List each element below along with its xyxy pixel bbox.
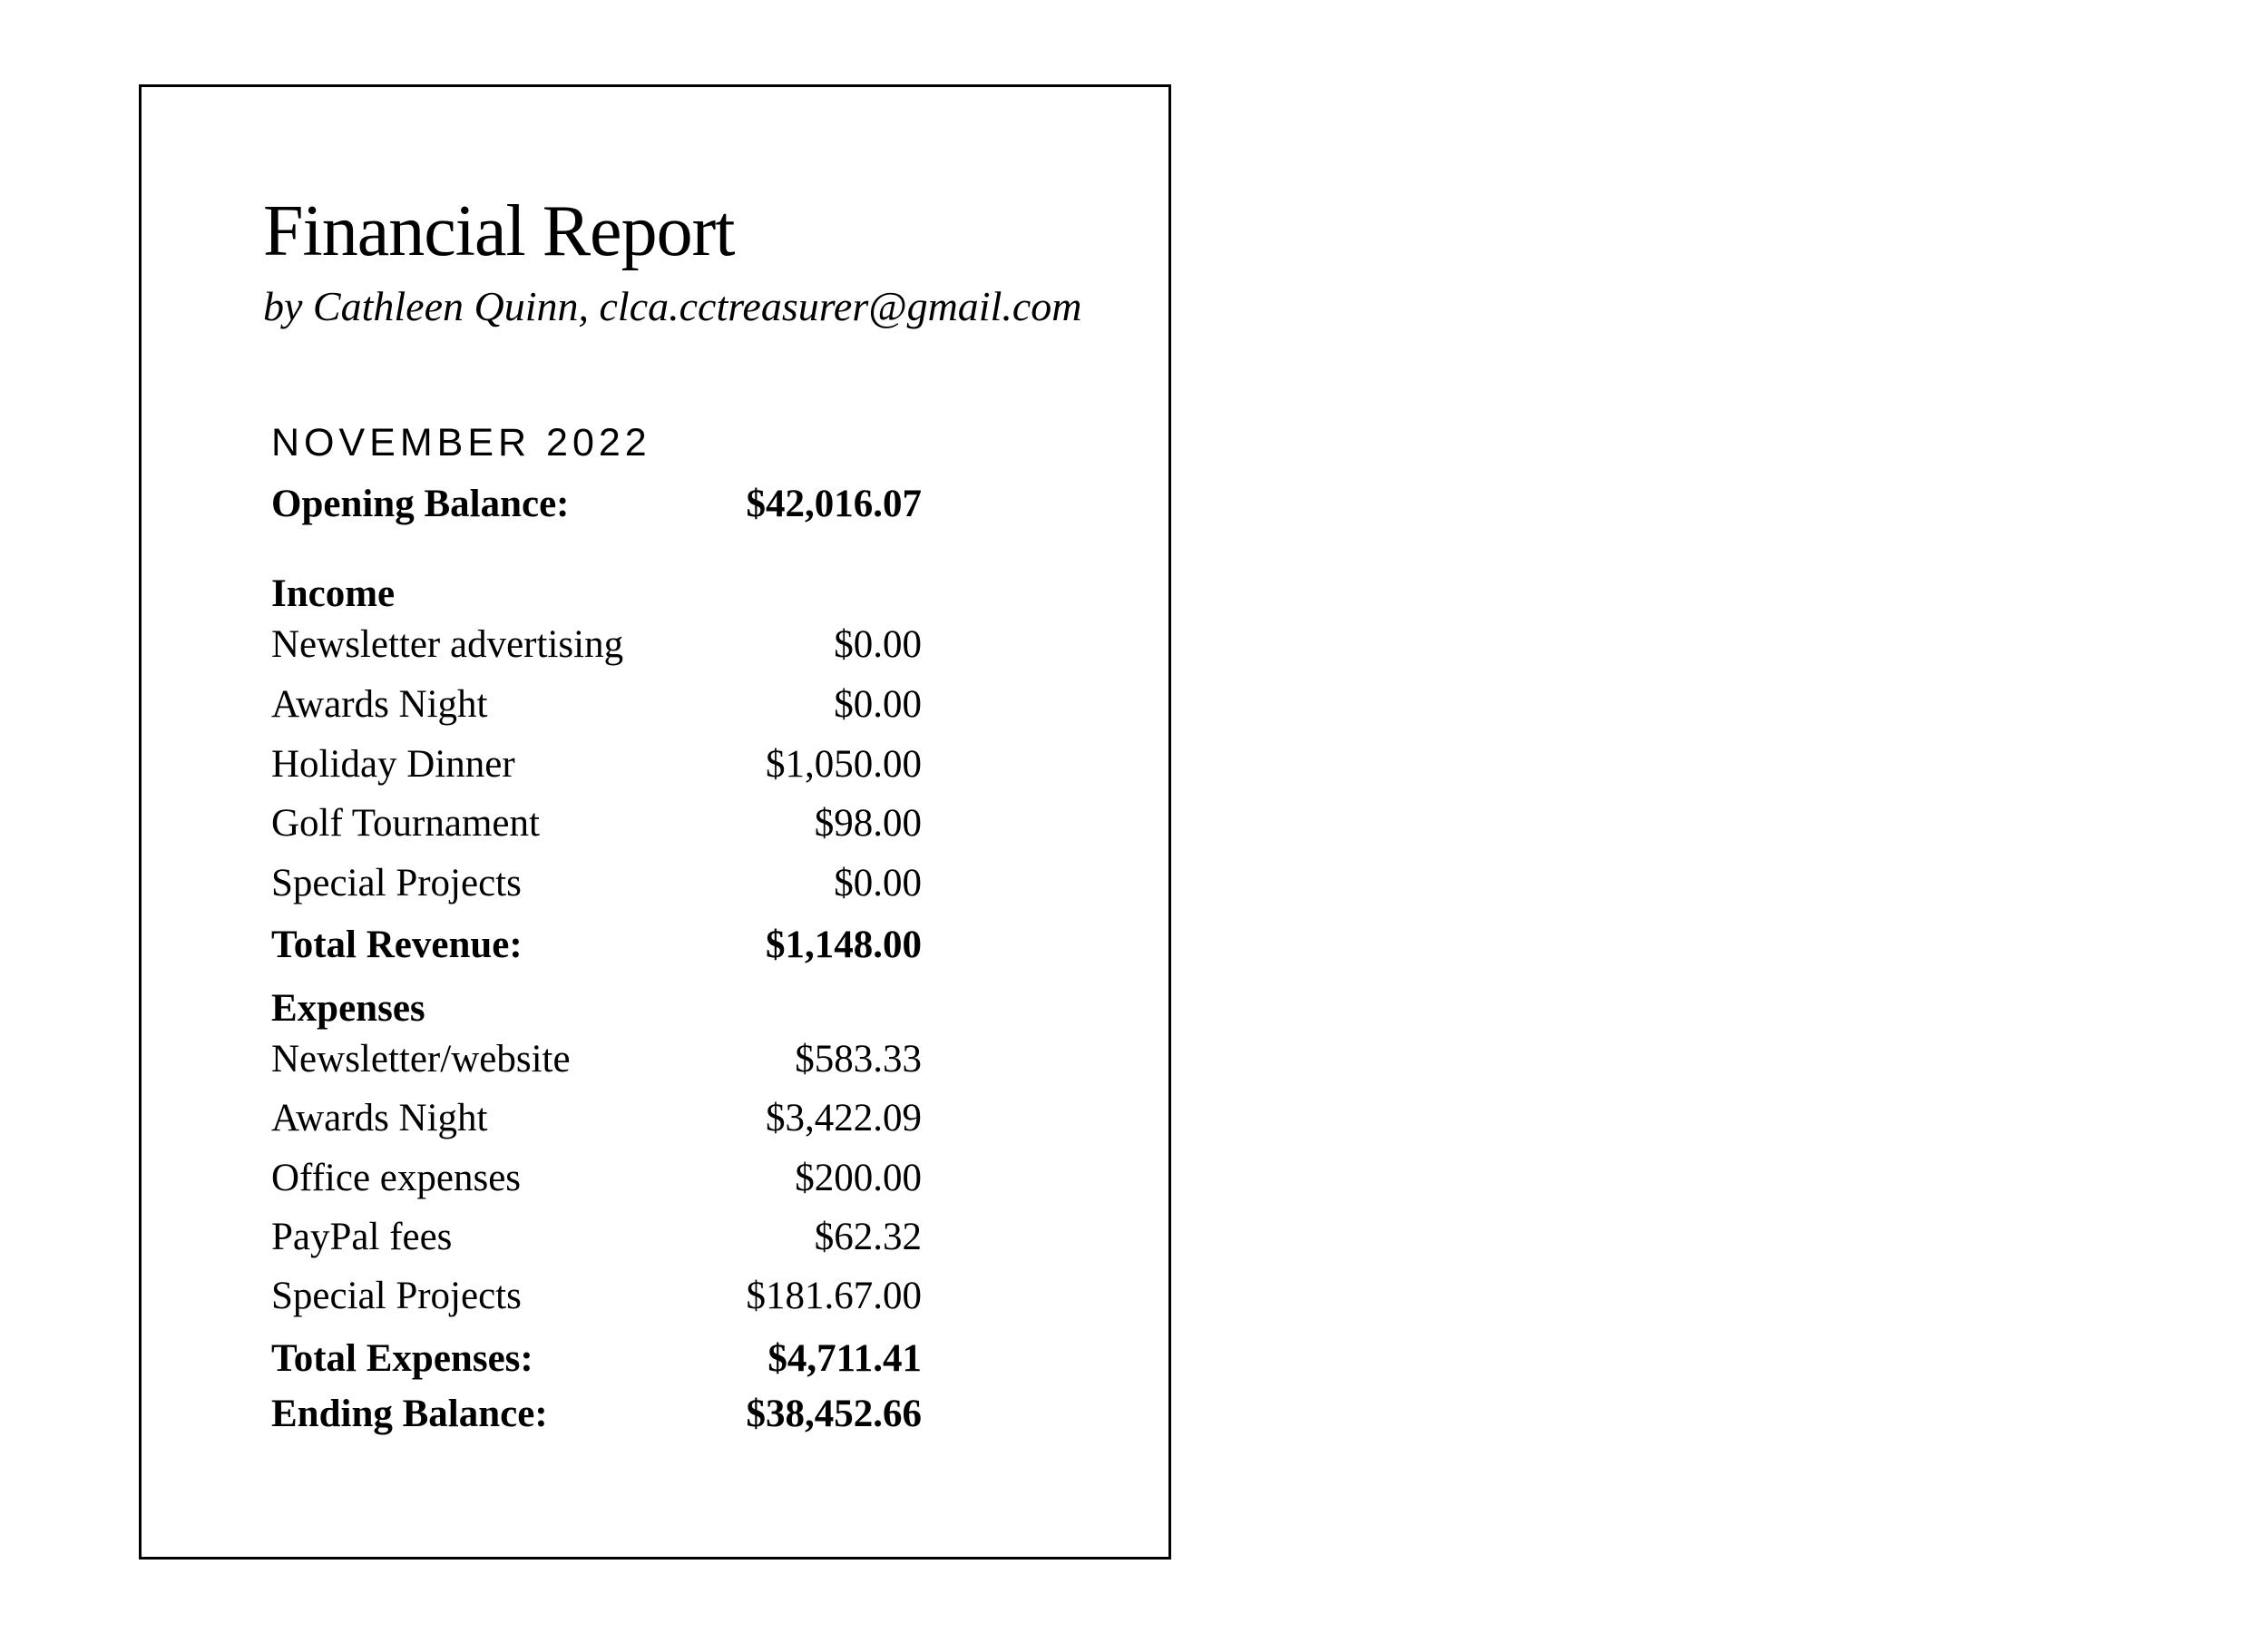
expense-row xyxy=(271,1210,922,1265)
expense-item-amount: $3,422.09 xyxy=(766,1097,922,1139)
total-revenue-row xyxy=(271,918,922,973)
income-row xyxy=(271,618,922,672)
income-item-amount: $1,050.00 xyxy=(766,743,922,786)
ending-balance-amount: $38,452.66 xyxy=(746,1393,922,1435)
expense-row xyxy=(271,1269,922,1324)
income-item-label: Special Projects xyxy=(271,862,522,905)
expense-row xyxy=(271,1091,922,1146)
income-row xyxy=(271,856,922,911)
ending-balance-label: Ending Balance: xyxy=(271,1393,548,1435)
income-item-label: Holiday Dinner xyxy=(271,743,515,786)
opening-balance-amount: $42,016.07 xyxy=(746,483,922,525)
expense-item-label: PayPal fees xyxy=(271,1216,453,1258)
expense-item-amount: $62.32 xyxy=(814,1216,922,1258)
expense-item-label: Newsletter/website xyxy=(271,1038,571,1081)
expense-item-amount: $181.67.00 xyxy=(746,1275,922,1317)
expense-row xyxy=(271,1151,922,1206)
expense-row xyxy=(271,1032,922,1087)
expense-item-amount: $583.33 xyxy=(795,1038,922,1081)
total-expenses-label: Total Expenses: xyxy=(271,1337,533,1380)
income-item-label: Awards Night xyxy=(271,683,488,726)
expense-item-label: Special Projects xyxy=(271,1275,522,1317)
total-revenue-label: Total Revenue: xyxy=(271,924,523,966)
expense-item-label: Awards Night xyxy=(271,1097,488,1139)
ending-balance-row xyxy=(271,1387,922,1442)
total-expenses-amount: $4,711.41 xyxy=(767,1337,922,1380)
report-byline: by Cathleen Quinn, clca.cctreasurer@gmail.com xyxy=(263,283,1082,329)
expense-item-label: Office expenses xyxy=(271,1157,522,1199)
expense-item-amount: $200.00 xyxy=(795,1157,922,1199)
total-expenses-row xyxy=(271,1332,922,1386)
income-item-amount: $98.00 xyxy=(814,802,922,845)
income-heading: Income xyxy=(271,572,396,615)
report-title: Financial Report xyxy=(263,191,735,271)
income-item-amount: $0.00 xyxy=(834,683,922,726)
income-row xyxy=(271,678,922,732)
income-row xyxy=(271,797,922,851)
income-item-label: Newsletter advertising xyxy=(271,623,624,666)
opening-balance-label: Opening Balance: xyxy=(271,483,570,525)
opening-balance-row xyxy=(271,477,922,532)
expenses-heading: Expenses xyxy=(271,987,425,1030)
income-item-label: Golf Tournament xyxy=(271,802,540,845)
total-revenue-amount: $1,148.00 xyxy=(766,924,922,966)
income-item-amount: $0.00 xyxy=(834,862,922,905)
report-period: NOVEMBER 2022 xyxy=(271,421,651,464)
income-row xyxy=(271,738,922,792)
income-item-amount: $0.00 xyxy=(834,623,922,666)
